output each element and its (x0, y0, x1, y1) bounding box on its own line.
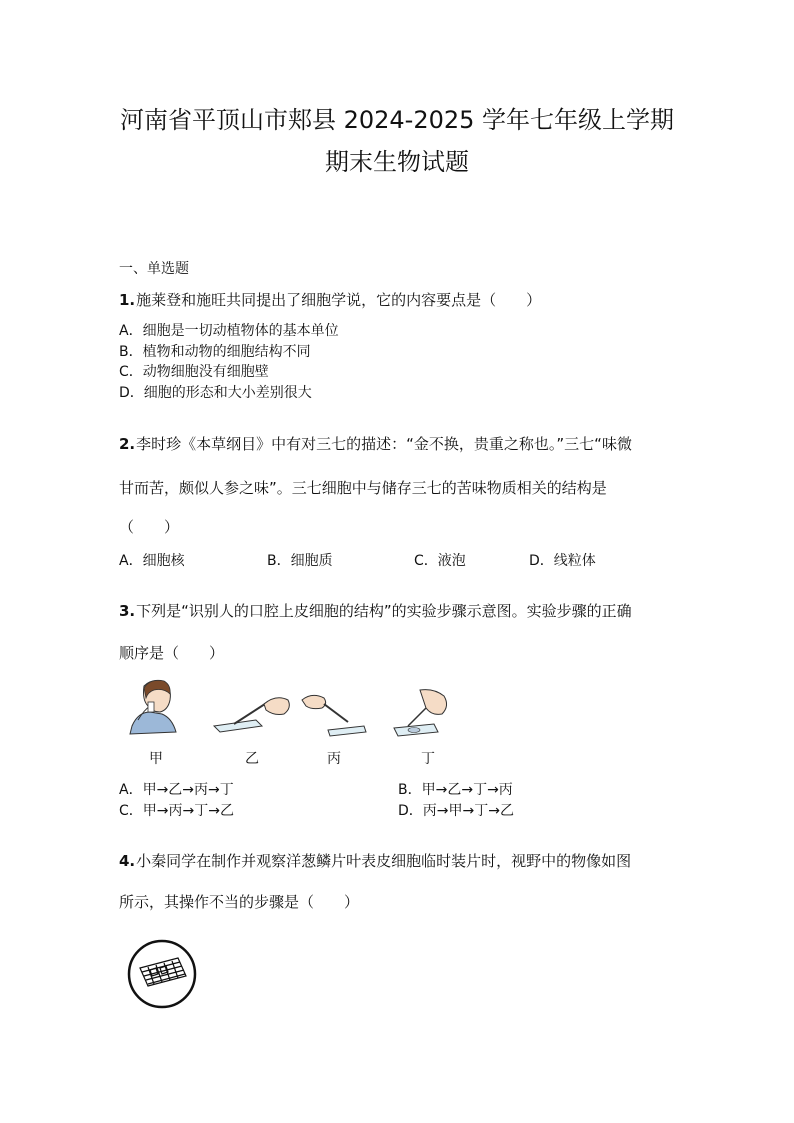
question-2-number: 2. (119, 435, 136, 453)
page-title-line1: 河南省平顶山市郏县 2024-2025 学年七年级上学期 (119, 106, 675, 134)
q3-option-b: B．甲→乙→丁→丙 (398, 782, 513, 798)
figure-label-ding: 丁 (421, 751, 435, 767)
step-bing-illustration (298, 690, 370, 740)
microscope-field-illustration (126, 938, 198, 1010)
question-2-line3: （ ） (119, 518, 180, 536)
question-3-line1 (119, 600, 632, 622)
question-1-text: 施莱登和施旺共同提出了细胞学说，它的内容要点是（ ） (136, 291, 542, 309)
step-yi-illustration (210, 690, 295, 742)
q1-option-c: C．动物细胞没有细胞壁 (119, 364, 269, 380)
q3-option-d: D．丙→甲→丁→乙 (398, 803, 514, 819)
q2-option-c: C．液泡 (414, 553, 466, 569)
figure-label-bing: 丙 (327, 751, 341, 767)
question-4-text-1: 小秦同学在制作并观察洋葱鳞片叶表皮细胞临时装片时，视野中的物像如图 (136, 852, 632, 870)
question-2-text-1: 李时珍《本草纲目》中有对三七的描述：“金不换，贵重之称也。”三七“味微 (136, 435, 632, 453)
q1-option-a: A．细胞是一切动植物体的基本单位 (119, 323, 339, 339)
question-4-number: 4. (119, 852, 136, 870)
step-ding-illustration (390, 686, 456, 742)
section-heading: 一、单选题 (119, 261, 189, 277)
question-1 (119, 289, 541, 311)
q3-option-a: A．甲→乙→丙→丁 (119, 782, 234, 798)
question-4-line2: 所示，其操作不当的步骤是（ ） (119, 893, 360, 911)
question-2-line1 (119, 433, 632, 455)
question-2-line2: 甘而苦，颇似人参之味”。三七细胞中与储存三七的苦味物质相关的结构是 (119, 479, 607, 497)
question-4-line1 (119, 850, 631, 872)
q1-option-b: B．植物和动物的细胞结构不同 (119, 344, 311, 360)
q2-option-d: D．线粒体 (529, 553, 596, 569)
step-jia-illustration (124, 676, 186, 738)
q2-option-a: A．细胞核 (119, 553, 185, 569)
question-3-number: 3. (119, 602, 136, 620)
figure-label-yi: 乙 (245, 751, 259, 767)
q3-option-c: C．甲→丙→丁→乙 (119, 803, 234, 819)
q1-option-d: D．细胞的形态和大小差别很大 (119, 385, 312, 401)
figure-label-jia: 甲 (149, 751, 163, 767)
page-title-line2: 期末生物试题 (325, 148, 469, 176)
question-3-text-1: 下列是“识别人的口腔上皮细胞的结构”的实验步骤示意图。实验步骤的正确 (136, 602, 632, 620)
question-3-line2: 顺序是（ ） (119, 644, 225, 662)
q2-option-b: B．细胞质 (267, 553, 333, 569)
question-1-number: 1. (119, 291, 136, 309)
